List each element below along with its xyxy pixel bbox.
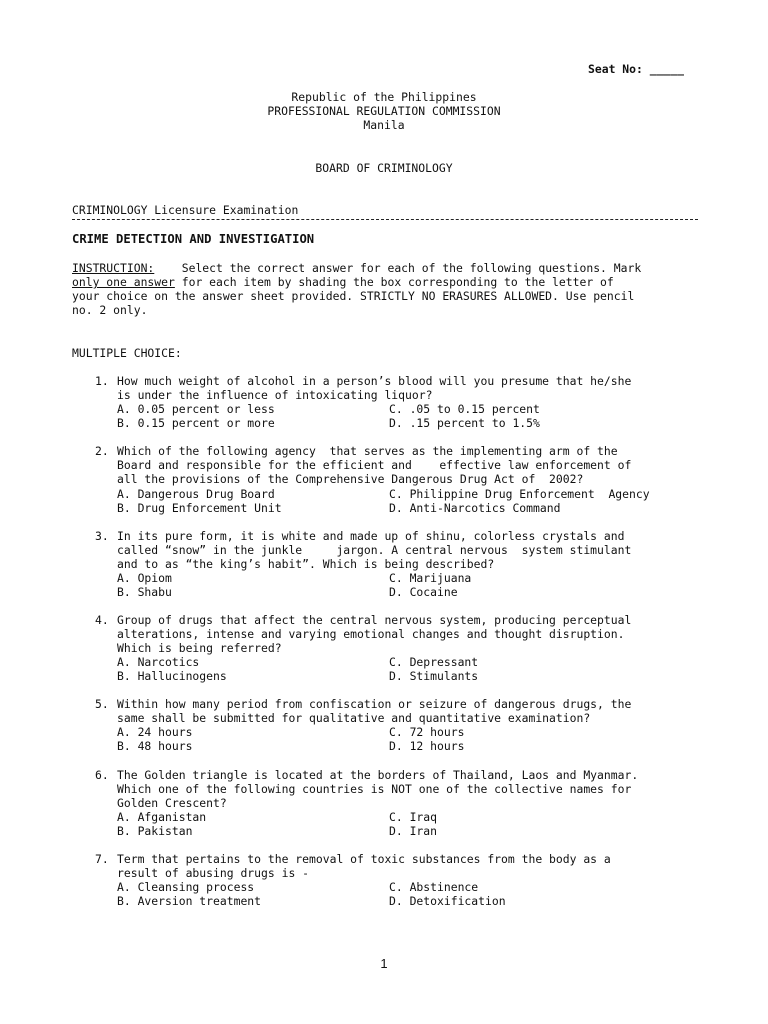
header-city: Manila <box>363 118 405 132</box>
question-number: 7. <box>95 852 109 866</box>
question-text-line: The Golden triangle is located at the borders of Thailand, Laos and Myanmar. <box>117 768 639 782</box>
option-a: A. Cleansing process <box>117 880 255 894</box>
option-c: C. Depressant <box>389 655 479 669</box>
option-c: C. .05 to 0.15 percent <box>389 402 540 416</box>
option-b: B. 0.15 percent or more <box>117 416 275 430</box>
option-c: C. 72 hours <box>389 725 465 739</box>
section-title: CRIME DETECTION AND INVESTIGATION <box>72 232 315 246</box>
option-a: A. 0.05 percent or less <box>117 402 275 416</box>
question-text-line: called “snow” in the junkle jargon. A central nervous system stimulant <box>117 543 632 557</box>
multiple-choice-label: MULTIPLE CHOICE: <box>72 346 182 360</box>
page-number: 1 <box>380 956 388 971</box>
option-d: D. Anti-Narcotics Command <box>389 501 561 515</box>
option-a: A. 24 hours <box>117 725 193 739</box>
question-number: 6. <box>95 768 109 782</box>
question-text-line: same shall be submitted for qualitative and quantitative examination? <box>117 711 591 725</box>
question-text-line: Board and responsible for the efficient and effective law enforcement of <box>117 458 632 472</box>
option-d: D. Cocaine <box>389 585 458 599</box>
question-text-line: Which is being referred? <box>117 641 282 655</box>
instruction-label: INSTRUCTION: <box>72 261 155 275</box>
option-d: D. .15 percent to 1.5% <box>389 416 540 430</box>
instruction-line-4: no. 2 only. <box>72 303 148 317</box>
question-text-line: In its pure form, it is white and made up of shinu, colorless crystals and <box>117 529 625 543</box>
option-d: D. 12 hours <box>389 739 465 753</box>
option-a: A. Afganistan <box>117 810 207 824</box>
question-text-line: result of abusing drugs is - <box>117 866 310 880</box>
instruction-line-1 <box>72 261 702 275</box>
option-b: B. Shabu <box>117 585 172 599</box>
question-text-line: alterations, intense and varying emotional changes and thought disruption. <box>117 627 625 641</box>
instruction-text-1: Select the correct answer for each of the following questions. Mark <box>154 261 642 275</box>
question-text-line: Group of drugs that affect the central nervous system, producing perceptual <box>117 613 632 627</box>
header-republic: Republic of the Philippines <box>291 90 477 104</box>
option-d: D. Stimulants <box>389 669 479 683</box>
board-title: BOARD OF CRIMINOLOGY <box>315 161 453 175</box>
question-number: 3. <box>95 529 109 543</box>
question-text-line: Which of the following agency that serves as the implementing arm of the <box>117 444 618 458</box>
instruction-emphasis: only one answer <box>72 275 175 289</box>
question-number: 2. <box>95 444 109 458</box>
question-text-line: and to as “the king’s habit”. Which is being described? <box>117 557 495 571</box>
header-commission: PROFESSIONAL REGULATION COMMISSION <box>267 104 501 118</box>
question-text-line: How much weight of alcohol in a person’s blood will you presume that he/she <box>117 374 632 388</box>
option-d: D. Detoxification <box>389 894 506 908</box>
instruction-line-2 <box>72 275 702 289</box>
instruction-line-3: your choice on the answer sheet provided. STRICTLY NO ERASURES ALLOWED. Use pencil <box>72 289 635 303</box>
question-text-line: Which one of the following countries is NOT one of the collective names for <box>117 782 632 796</box>
seat-number-label: Seat No: _____ <box>588 62 685 76</box>
option-b: B. Hallucinogens <box>117 669 227 683</box>
instruction-text-2: for each item by shading the box corresponding to the letter of <box>174 275 614 289</box>
question-text-line: Golden Crescent? <box>117 796 227 810</box>
question-text-line: is under the influence of intoxicating liquor? <box>117 388 433 402</box>
exam-title: CRIMINOLOGY Licensure Examination <box>72 203 299 217</box>
option-b: B. Drug Enforcement Unit <box>117 501 282 515</box>
option-a: A. Narcotics <box>117 655 200 669</box>
option-b: B. 48 hours <box>117 739 193 753</box>
question-text-line: Term that pertains to the removal of toxic substances from the body as a <box>117 852 611 866</box>
question-number: 1. <box>95 374 109 388</box>
question-number: 5. <box>95 697 109 711</box>
option-b: B. Pakistan <box>117 824 193 838</box>
option-c: C. Iraq <box>389 810 438 824</box>
option-b: B. Aversion treatment <box>117 894 262 908</box>
option-c: C. Abstinence <box>389 880 479 894</box>
question-number: 4. <box>95 613 109 627</box>
option-d: D. Iran <box>389 824 438 838</box>
question-text-line: Within how many period from confiscation or seizure of dangerous drugs, the <box>117 697 632 711</box>
dashed-divider <box>72 219 698 220</box>
option-a: A. Dangerous Drug Board <box>117 487 275 501</box>
question-text-line: all the provisions of the Comprehensive Dangerous Drug Act of 2002? <box>117 472 584 486</box>
option-c: C. Marijuana <box>389 571 472 585</box>
option-c: C. Philippine Drug Enforcement Agency <box>389 487 650 501</box>
option-a: A. Opiom <box>117 571 172 585</box>
